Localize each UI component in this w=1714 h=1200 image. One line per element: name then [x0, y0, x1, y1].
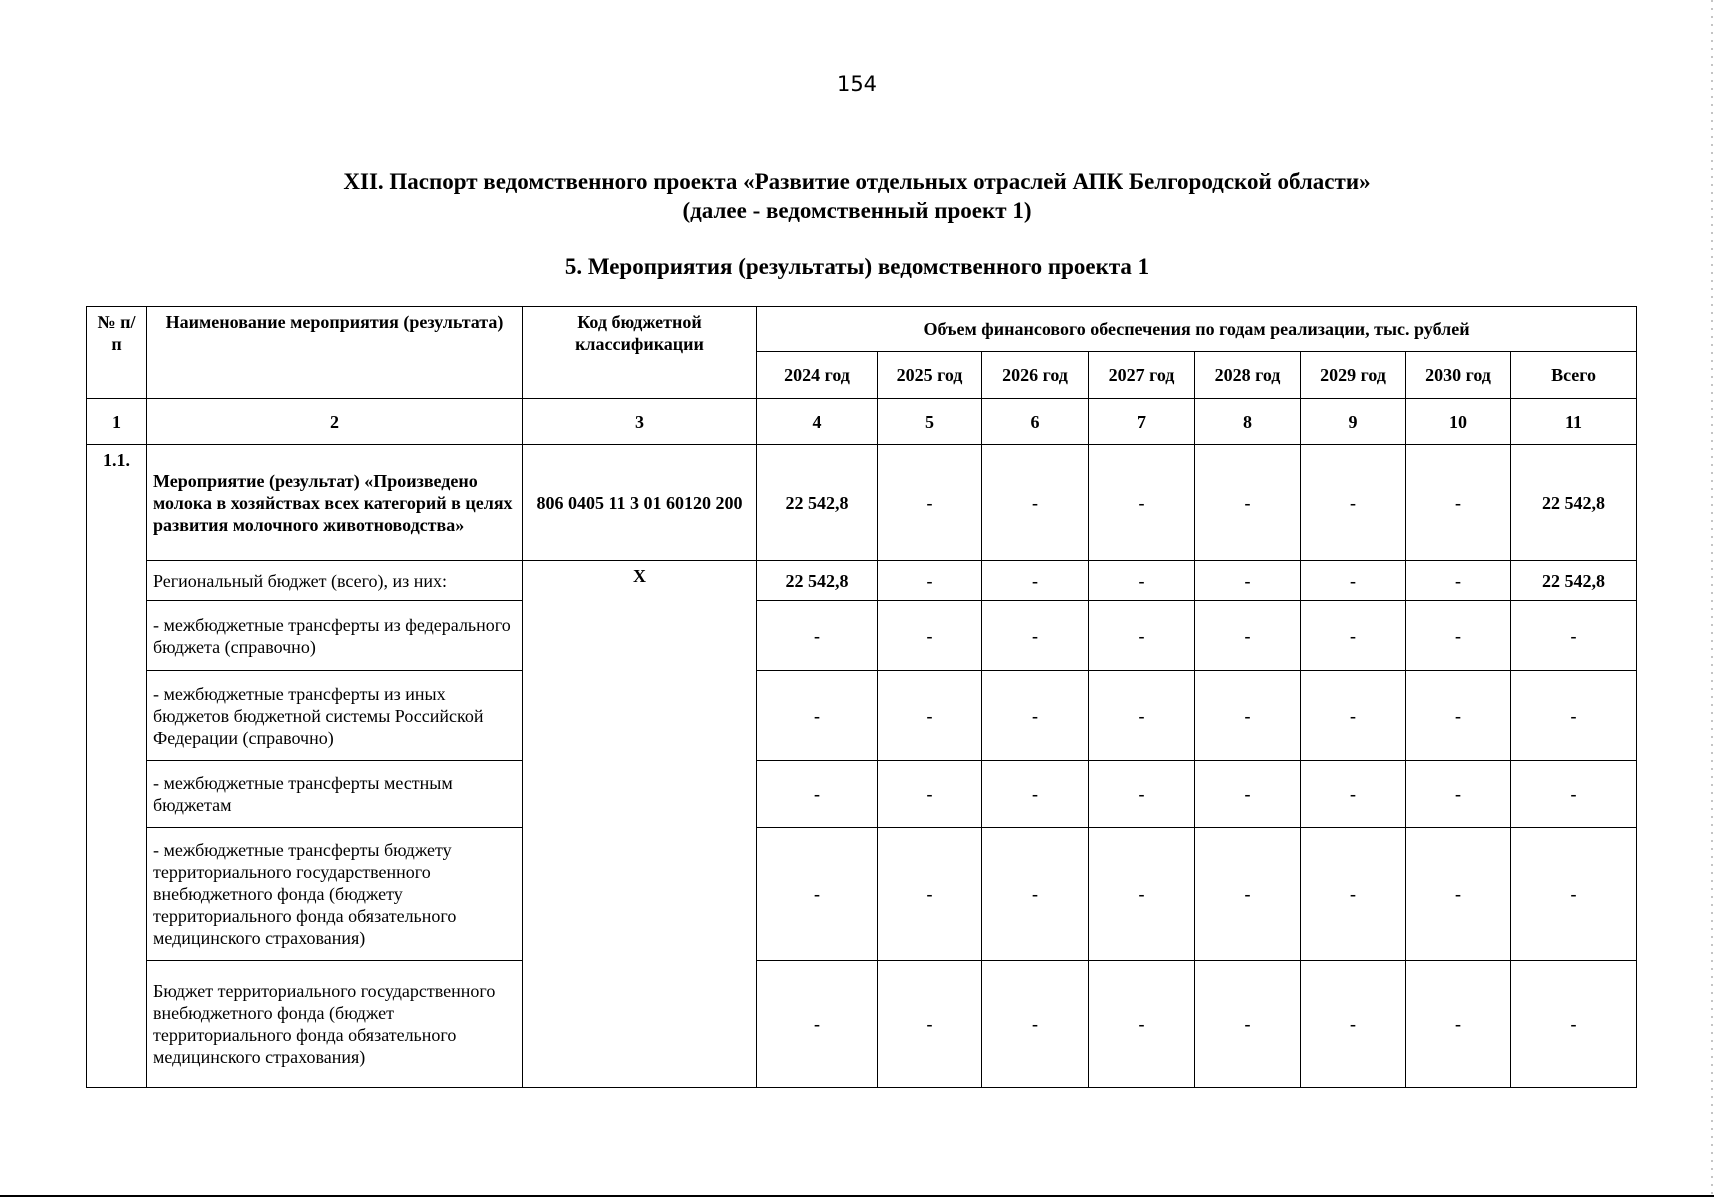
- value-cell: -: [1511, 601, 1637, 671]
- header-name: Наименование мероприятия (результата): [147, 307, 523, 399]
- value-cell: -: [878, 761, 982, 828]
- funding-source-name: - межбюджетные трансферты местным бюджетам: [147, 761, 523, 828]
- activity-name: Мероприятие (результат) «Произведено молока в хозяйствах всех категорий в целях развития молочного животноводства»: [147, 445, 523, 561]
- table-row: [87, 601, 1637, 671]
- header-funding: Объем финансового обеспечения по годам реализации, тыс. рублей: [757, 307, 1637, 352]
- value-cell: -: [982, 671, 1089, 761]
- value-cell: -: [1406, 561, 1511, 601]
- value-cell: -: [878, 961, 982, 1088]
- column-number: 2: [147, 399, 523, 445]
- value-cell: -: [757, 761, 878, 828]
- value-cell: -: [1511, 961, 1637, 1088]
- value-cell: -: [1195, 601, 1301, 671]
- value-cell: -: [982, 601, 1089, 671]
- funding-source-name: - межбюджетные трансферты бюджету территориального государственного внебюджетного фонда (бюджету территориального фонда обязательного медицинского страхования): [147, 828, 523, 961]
- value-cell: -: [757, 828, 878, 961]
- value-cell: -: [878, 445, 982, 561]
- value-cell: -: [982, 828, 1089, 961]
- value-cell: -: [1301, 761, 1406, 828]
- value-cell: -: [757, 961, 878, 1088]
- header-year-2024: 2024 год: [757, 352, 878, 399]
- value-cell: -: [1406, 671, 1511, 761]
- header-code: Код бюджетной классификации: [523, 307, 757, 399]
- column-number: 8: [1195, 399, 1301, 445]
- page-number: 154: [836, 72, 878, 96]
- table-row: [87, 961, 1637, 1088]
- value-cell: 22 542,8: [757, 445, 878, 561]
- funding-source-name: - межбюджетные трансферты из иных бюджетов бюджетной системы Российской Федерации (справочно): [147, 671, 523, 761]
- value-cell: -: [1301, 445, 1406, 561]
- value-cell: -: [1301, 961, 1406, 1088]
- header-year-2028: 2028 год: [1195, 352, 1301, 399]
- value-cell: -: [1301, 828, 1406, 961]
- table-row: [87, 561, 1637, 601]
- header-year-2030: 2030 год: [1406, 352, 1511, 399]
- table-row: [87, 761, 1637, 828]
- passport-title: XII. Паспорт ведомственного проекта «Развитие отдельных отраслей АПК Белгородской области»: [343, 169, 1371, 194]
- value-cell: -: [1195, 828, 1301, 961]
- value-cell: -: [1406, 761, 1511, 828]
- value-cell: -: [1301, 561, 1406, 601]
- value-cell: -: [1195, 761, 1301, 828]
- value-cell: -: [1089, 561, 1195, 601]
- value-cell: -: [1089, 761, 1195, 828]
- budget-code: X: [523, 561, 757, 1088]
- value-cell: 22 542,8: [1511, 561, 1637, 601]
- column-number: 6: [982, 399, 1089, 445]
- value-cell: -: [757, 601, 878, 671]
- column-number: 11: [1511, 399, 1637, 445]
- value-cell: -: [757, 671, 878, 761]
- value-cell: -: [1511, 671, 1637, 761]
- activities-table: [86, 306, 1637, 1088]
- value-cell: -: [1301, 601, 1406, 671]
- value-cell: -: [878, 561, 982, 601]
- value-cell: -: [1406, 601, 1511, 671]
- value-cell: -: [1301, 671, 1406, 761]
- value-cell: -: [982, 561, 1089, 601]
- value-cell: -: [1406, 961, 1511, 1088]
- value-cell: 22 542,8: [757, 561, 878, 601]
- value-cell: -: [1195, 445, 1301, 561]
- column-number: 3: [523, 399, 757, 445]
- header-year-2025: 2025 год: [878, 352, 982, 399]
- column-number: 5: [878, 399, 982, 445]
- value-cell: -: [1511, 828, 1637, 961]
- value-cell: -: [982, 761, 1089, 828]
- header-total: Всего: [1511, 352, 1637, 399]
- column-number: 9: [1301, 399, 1406, 445]
- value-cell: -: [1089, 828, 1195, 961]
- table-row: [87, 671, 1637, 761]
- column-number: 1: [87, 399, 147, 445]
- column-number: 4: [757, 399, 878, 445]
- value-cell: -: [1089, 671, 1195, 761]
- funding-source-name: Региональный бюджет (всего), из них:: [147, 561, 523, 601]
- header-row: [87, 307, 1637, 352]
- passport-subtitle: (далее - ведомственный проект 1): [682, 198, 1032, 223]
- budget-code: 806 0405 11 3 01 60120 200: [523, 445, 757, 561]
- value-cell: -: [982, 961, 1089, 1088]
- value-cell: -: [1195, 961, 1301, 1088]
- header-num: № п/п: [87, 307, 147, 399]
- column-number: 10: [1406, 399, 1511, 445]
- value-cell: -: [878, 828, 982, 961]
- value-cell: -: [982, 445, 1089, 561]
- value-cell: -: [1089, 961, 1195, 1088]
- value-cell: -: [1406, 828, 1511, 961]
- value-cell: -: [1511, 761, 1637, 828]
- value-cell: -: [1089, 445, 1195, 561]
- column-number-row: [87, 399, 1637, 445]
- table-row: [87, 445, 1637, 561]
- column-number: 7: [1089, 399, 1195, 445]
- funding-source-name: - межбюджетные трансферты из федерального бюджета (справочно): [147, 601, 523, 671]
- value-cell: -: [878, 671, 982, 761]
- value-cell: -: [1195, 671, 1301, 761]
- header-year-2029: 2029 год: [1301, 352, 1406, 399]
- value-cell: -: [878, 601, 982, 671]
- value-cell: -: [1195, 561, 1301, 601]
- row-number: 1.1.: [87, 445, 147, 1088]
- value-cell: -: [1089, 601, 1195, 671]
- header-year-2026: 2026 год: [982, 352, 1089, 399]
- value-cell: -: [1406, 445, 1511, 561]
- header-year-2027: 2027 год: [1089, 352, 1195, 399]
- section-title: 5. Мероприятия (результаты) ведомственного проекта 1: [564, 254, 1150, 279]
- table-row: [87, 828, 1637, 961]
- value-cell: 22 542,8: [1511, 445, 1637, 561]
- funding-source-name: Бюджет территориального государственного внебюджетного фонда (бюджет территориального фонда обязательного медицинского страхования): [147, 961, 523, 1088]
